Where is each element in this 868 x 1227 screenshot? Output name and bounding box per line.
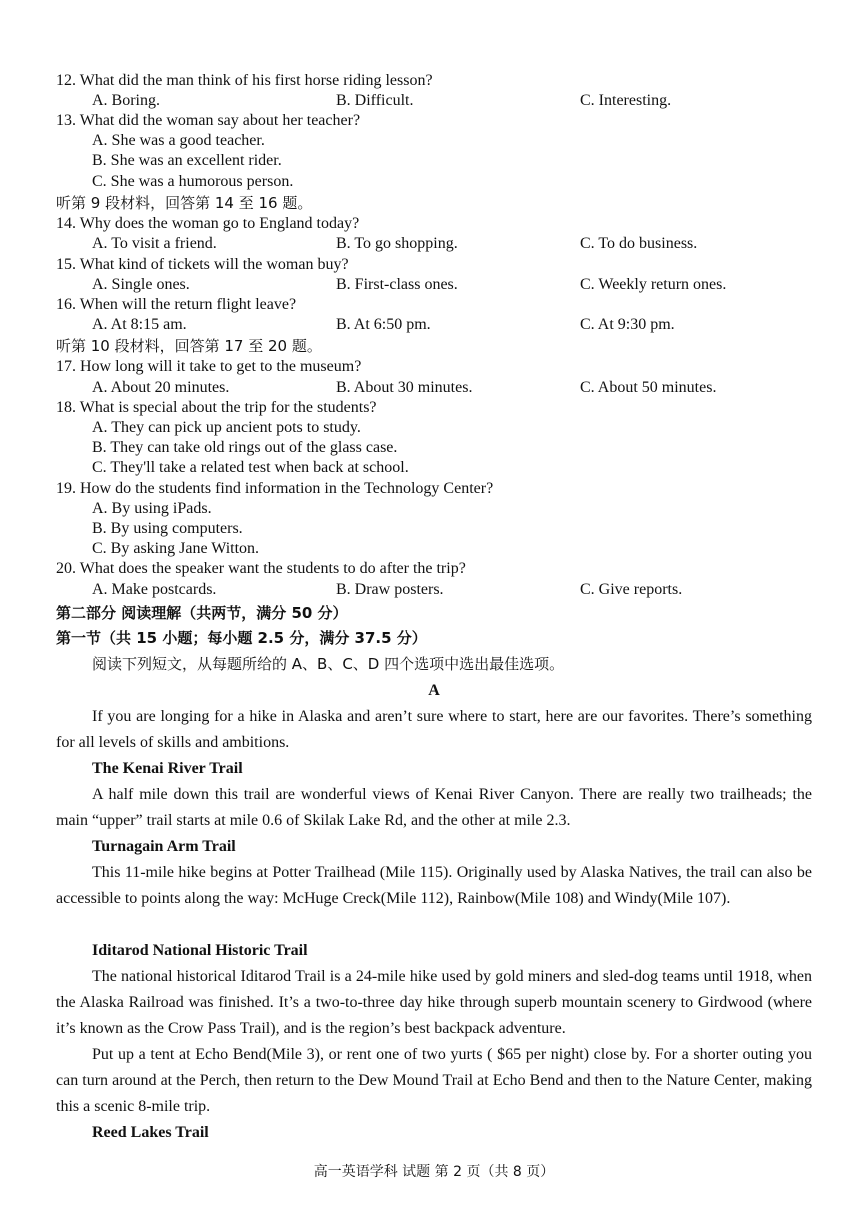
section1-instruction: 阅读下列短文，从每题所给的 A、B、C、D 四个选项中选出最佳选项。 bbox=[92, 655, 565, 673]
q14-option-a: A. To visit a friend. bbox=[92, 235, 217, 252]
q17-option-c: C. About 50 minutes. bbox=[580, 379, 717, 396]
q19-option-c: C. By asking Jane Witton. bbox=[92, 540, 260, 557]
trail-text-iditarod-1: The national historical Iditarod Trail is a 24-mile hike used by gold miners and sled-dog teams until 1918, when the Alaska Railroad was finished. It’s a two-to-three day hike through superb mountain scenery to Girdwood (where it’s known as the Crow Pass Trail), and is the region’s best backpack adventure. bbox=[56, 968, 812, 1037]
q16-option-a: A. At 8:15 am. bbox=[92, 316, 187, 333]
question-15: 15. What kind of tickets will the woman buy? bbox=[56, 256, 349, 273]
q13-option-c: C. She was a humorous person. bbox=[92, 173, 294, 190]
part2-title: 第二部分 阅读理解（共两节，满分 50 分） bbox=[56, 604, 348, 622]
trail-heading-reed-lakes: Reed Lakes Trail bbox=[92, 1124, 209, 1141]
question-20: 20. What does the speaker want the students to do after the trip? bbox=[56, 560, 466, 577]
section1-title: 第一节（共 15 小题；每小题 2.5 分，满分 37.5 分） bbox=[56, 629, 427, 647]
passage-intro: If you are longing for a hike in Alaska and aren’t sure where to start, here are our favorites. There’s something for all levels of skills and ambitions. bbox=[56, 708, 812, 751]
q18-option-c: C. They'll take a related test when back at school. bbox=[92, 459, 409, 476]
trail-heading-kenai: The Kenai River Trail bbox=[92, 760, 243, 777]
listening-intro-10: 听第 10 段材料，回答第 17 至 20 题。 bbox=[56, 337, 322, 355]
q15-option-c: C. Weekly return ones. bbox=[580, 276, 727, 293]
q12-option-a: A. Boring. bbox=[92, 92, 160, 109]
trail-text-turnagain: This 11-mile hike begins at Potter Trailhead (Mile 115). Originally used by Alaska Natives, the trail can also be accessible to points along the way: McHuge Creck(Mile 112), Rainbow(Mile 108) and Windy(Mile 107). bbox=[56, 864, 812, 907]
passage-label: A bbox=[428, 682, 440, 699]
q13-option-b: B. She was an excellent rider. bbox=[92, 152, 282, 169]
q20-option-b: B. Draw posters. bbox=[336, 581, 444, 598]
question-13: 13. What did the woman say about her teacher? bbox=[56, 112, 361, 129]
q17-option-a: A. About 20 minutes. bbox=[92, 379, 230, 396]
q17-option-b: B. About 30 minutes. bbox=[336, 379, 473, 396]
trail-heading-iditarod: Iditarod National Historic Trail bbox=[92, 942, 308, 959]
q14-option-c: C. To do business. bbox=[580, 235, 698, 252]
q16-option-b: B. At 6:50 pm. bbox=[336, 316, 431, 333]
question-16: 16. When will the return flight leave? bbox=[56, 296, 297, 313]
q19-option-a: A. By using iPads. bbox=[92, 500, 212, 517]
q12-option-b: B. Difficult. bbox=[336, 92, 414, 109]
q20-option-c: C. Give reports. bbox=[580, 581, 683, 598]
question-19: 19. How do the students find information in the Technology Center? bbox=[56, 480, 494, 497]
trail-heading-turnagain: Turnagain Arm Trail bbox=[92, 838, 236, 855]
q18-option-b: B. They can take old rings out of the glass case. bbox=[92, 439, 398, 456]
q14-option-b: B. To go shopping. bbox=[336, 235, 458, 252]
q15-option-a: A. Single ones. bbox=[92, 276, 190, 293]
q18-option-a: A. They can pick up ancient pots to study. bbox=[92, 419, 361, 436]
q13-option-a: A. She was a good teacher. bbox=[92, 132, 265, 149]
page-footer: 高一英语学科 试题 第 2 页（共 8 页） bbox=[313, 1164, 555, 1180]
q16-option-c: C. At 9:30 pm. bbox=[580, 316, 675, 333]
q15-option-b: B. First-class ones. bbox=[336, 276, 458, 293]
trail-text-iditarod-2: Put up a tent at Echo Bend(Mile 3), or rent one of two yurts ( $65 per night) close by. For a shorter outing you can turn around at the Perch, then return to the Dew Mound Trail at Echo Bend and then to the Nature Center, making this a scenic 8-mile trip. bbox=[56, 1046, 812, 1115]
question-17: 17. How long will it take to get to the museum? bbox=[56, 358, 362, 375]
question-14: 14. Why does the woman go to England today? bbox=[56, 215, 360, 232]
listening-intro-9: 听第 9 段材料，回答第 14 至 16 题。 bbox=[56, 194, 313, 212]
q12-option-c: C. Interesting. bbox=[580, 92, 672, 109]
question-12: 12. What did the man think of his first horse riding lesson? bbox=[56, 72, 433, 89]
trail-text-kenai: A half mile down this trail are wonderful views of Kenai River Canyon. There are really two trailheads; the main “upper” trail starts at mile 0.6 of Skilak Lake Rd, and the other at mile 2.3. bbox=[56, 786, 812, 829]
q19-option-b: B. By using computers. bbox=[92, 520, 243, 537]
question-18: 18. What is special about the trip for the students? bbox=[56, 399, 377, 416]
q20-option-a: A. Make postcards. bbox=[92, 581, 217, 598]
